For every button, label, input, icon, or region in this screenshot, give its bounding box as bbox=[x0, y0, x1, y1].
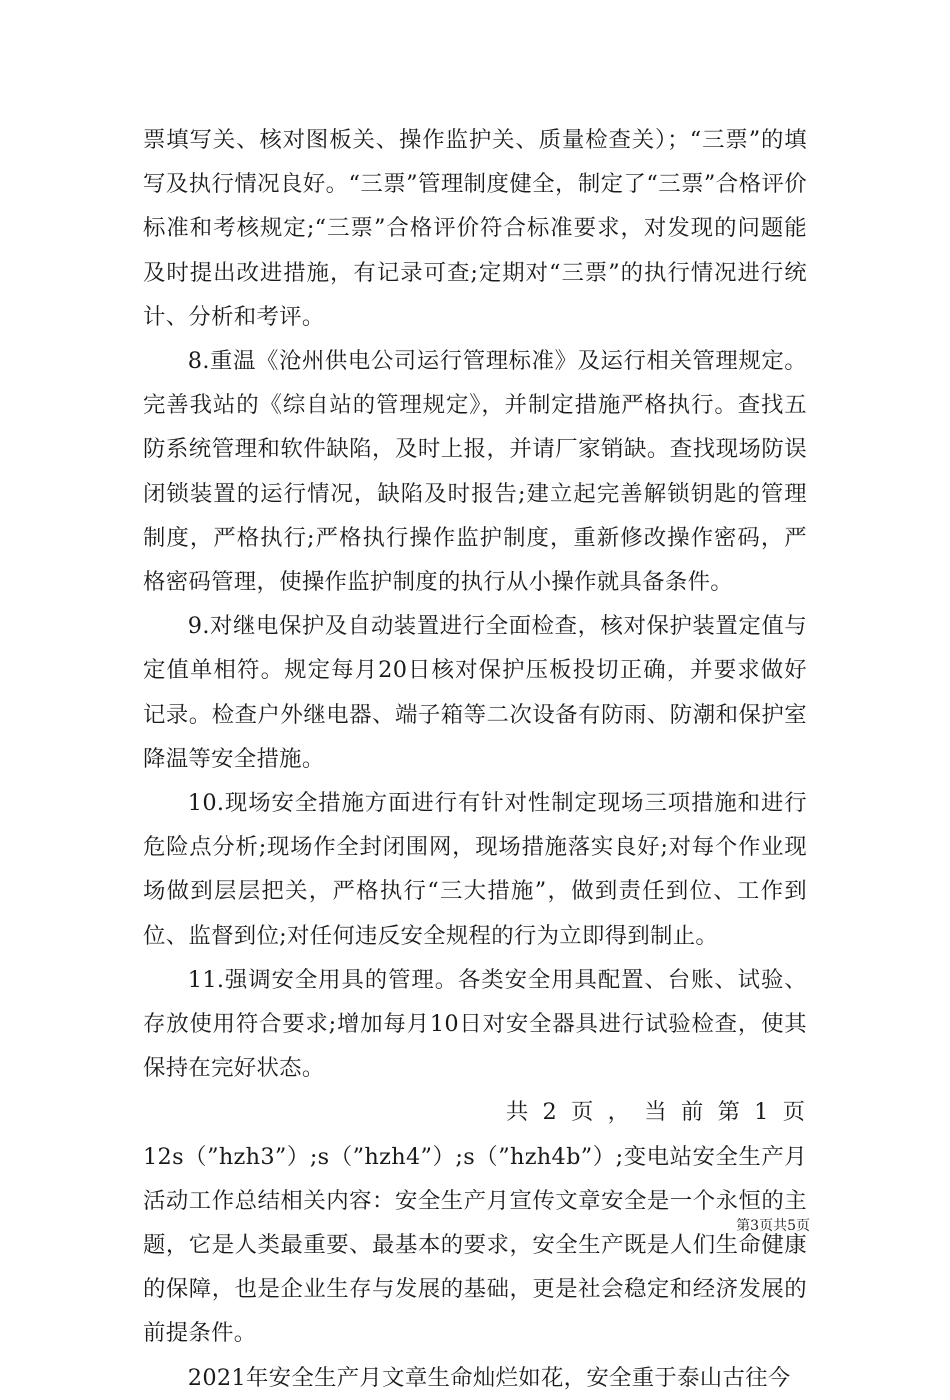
paragraph-item-8: 8.重温《沧州供电公司运行管理标准》及运行相关管理规定。完善我站的《综自站的管理规定》，并制定措施严格执行。查找五防系统管理和软件缺陷，及时上报，并请厂家销缺。查找现场防误闭锁装置的运行情况，缺陷及时报告;建立起完善解锁钥匙的管理制度，严格执行;严格执行操作监护制度，重新修改操作密码，严格密码管理，使操作监护制度的执行从小操作就具备条件。 bbox=[143, 348, 807, 596]
paragraph-three-tickets: 票填写关、核对图板关、操作监护关、质量检查关）；“三票”的填写及执行情况良好。“三票”管理制度健全，制定了“三票”合格评价标准和考核规定;“三票”合格评价符合标准要求，对发现的问题能及时提出改进措施，有记录可查;定期对“三票”的执行情况进行统计、分析和考评。 bbox=[143, 127, 807, 330]
inline-page-marker: 共 2 页 ， 当 前 第 1 页 bbox=[505, 1099, 805, 1126]
paragraph-item-10: 10.现场安全措施方面进行有针对性制定现场三项措施和进行危险点分析;现场作全封闭围网，现场措施落实良好;对每个作业现场做到层层把关，严格执行“三大措施”，做到责任到位、工作到位、监督到位;对任何违反安全规程的行为立即得到制止。 bbox=[143, 790, 807, 949]
paragraph-2021-article: 2021年安全生产月文章生命灿烂如花，安全重于泰山古往今 bbox=[187, 1364, 791, 1391]
paragraph-item-11: 11.强调安全用具的管理。各类安全用具配置、台账、试验、存放使用符合要求;增加每月10日对安全器具进行试验检查，使其保持在完好状态。 bbox=[143, 966, 807, 1082]
page-footer: 第3页共5页 bbox=[736, 1218, 810, 1234]
paragraph-item-9: 9.对继电保护及自动装置进行全面检查，核对保护装置定值与定值单相符。规定每月20日核对保护压板投切正确，并要求做好记录。检查户外继电器、端子箱等二次设备有防雨、防潮和保护室降温等安全措施。 bbox=[143, 613, 807, 772]
document-body bbox=[143, 118, 807, 1400]
paragraph-related-content: 12s（”hzh3”）;s（”hzh4”）;s（”hzh4b”）;变电站安全生产月活动工作总结相关内容：安全生产月宣传文章安全是一个永恒的主题，它是人类最重要、最基本的要求，安全生产既是人们生命健康的保障，也是企业生存与发展的基础，更是社会稳定和经济发展的前提条件。 bbox=[143, 1143, 807, 1347]
